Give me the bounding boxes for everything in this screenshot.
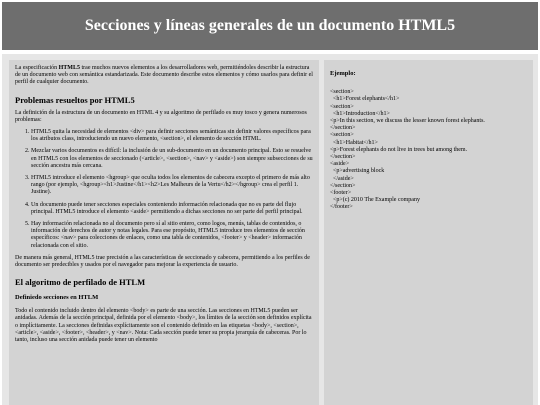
code-line: </footer> [330, 204, 353, 211]
list-item: 4. Un documento puede tener secciones especiales conteniendo información relacionada que no es parte del flujo principal. HTML5 introduce el elemento <aside> permitiendo a dichas secciones no ser parte del perfil principal. [31, 202, 313, 216]
code-line: <aside> [330, 161, 350, 168]
content-frame [2, 54, 538, 405]
page-title: Secciones y líneas generales de un documento HTML5 [84, 17, 456, 34]
list-item: 2. Mezclar varios documentos es difícil: la inclusión de un sub-documento en un documento principal. Esto se resuelve en HTML5 con los elementos de seccionado (<article>, <section>, <nav> y <aside>) son siempre subsecciones de su sección ancestra más cercana. [31, 148, 313, 170]
code-line: <section> [330, 103, 354, 110]
example-sidebar [324, 60, 533, 405]
problems-list [15, 129, 313, 250]
problems-outro: De manera más general, HTML5 trae precisión a las características de seccionado y cabecera, permitiendo a los perfiles de documento ser predecibles y usados por el navegador para mejorar la experiencia de usuario. [15, 254, 310, 269]
code-line: <p>advertising block [330, 168, 385, 175]
code-line: <p>(c) 2010 The Example company [330, 197, 420, 204]
intro-text-start: La especificación [15, 65, 59, 71]
list-item: 3. HTML5 introduce el elemento <hgroup> que oculta todos los elementos de cabecera excepto el primero de más alto rango (por ejemplo, <hgroup><h1>Justine</h1><h2>Les Malheurs de la Vertu</h2></hgroup> crea el perfil 1. Justine). [31, 175, 313, 197]
example-code [330, 89, 527, 211]
code-line: <p>In this section, we discuss the lesser known forest elephants. [330, 118, 485, 125]
code-line: </section> [330, 125, 356, 132]
heading-algorithm: El algoritmo de perfilado de HTLM [15, 277, 146, 288]
intro-paragraph [15, 65, 313, 87]
list-item: 5. Hay información relacionada no al documento pero sí al sitio entero, como logos, menús, tablas de contenidos, o información de derechos de autor y notas legales. Para ese propósito, HTML5 introduce tres elementos de sección específicos: <nav> para colecciones de enlaces, como una tabla de contenidos, <footer> y <header> información relacionada con el sitio. [31, 221, 313, 250]
code-line: <h1>Forest elephants</h1> [330, 96, 400, 103]
defining-sections-paragraph: Todo el contenido incluido dentro del elemento <body> es parte de una sección. Las secciones en HTML5 pueden ser anidadas. Además de la sección principal, definida por el elemento <body>, los límites de la sección son definidos explícita o implícitamente. La secciones definidas explícitamente son el contenido definido en las etiquetas <body>, <section>, <article>, <aside>, <footer>, <header>, y <nav>. Nota: Cada sección puede tener su propia jerarquía de cabeceras. Por lo tanto, incluso una sección anidada puede tener un elemento [15, 308, 312, 344]
code-line: </aside> [330, 175, 354, 182]
problems-intro: La definición de la estructura de un documento en HTML 4 y su algoritmo de perfilado es muy tosco y genera numerosos problemas: [15, 109, 307, 123]
code-line: </section> [330, 154, 356, 161]
code-line: </section> [330, 182, 356, 189]
heading-problems: Problemas resueltos por HTML5 [15, 94, 135, 105]
intro-text-end: trae muchos nuevos elementos a los desarrolladores web, permitiéndoles describir la estructura de un documento web con semántica estandarizada. Este documento describe estos elementos y cómo usarlos para definir el perfil de cualquier documento. [15, 65, 313, 86]
intro-emphasis: HTML5 [58, 65, 80, 71]
code-line: <section> [330, 132, 354, 139]
main-article [9, 60, 319, 405]
example-title: Ejemplo: [330, 70, 356, 77]
code-line: <section> [330, 89, 354, 96]
heading-defining-sections: Definiedo secciones en HTLM [15, 294, 99, 302]
code-line: <h1>Habitat</h1> [330, 139, 378, 146]
list-item: 1. HTML5 quita la necesidad de elementos <div> para definir secciones semánticas sin definir valores específicos para los atributos class, introduciendo un nuevo elemento, <section>, el elemento de sección HTML. [31, 129, 313, 143]
page-header [2, 2, 538, 50]
code-line: <p>Forest elephants do not live in trees but among them. [330, 146, 468, 153]
code-line: <h1>Introduction</h1> [330, 110, 390, 117]
code-line: <footer> [330, 190, 352, 197]
